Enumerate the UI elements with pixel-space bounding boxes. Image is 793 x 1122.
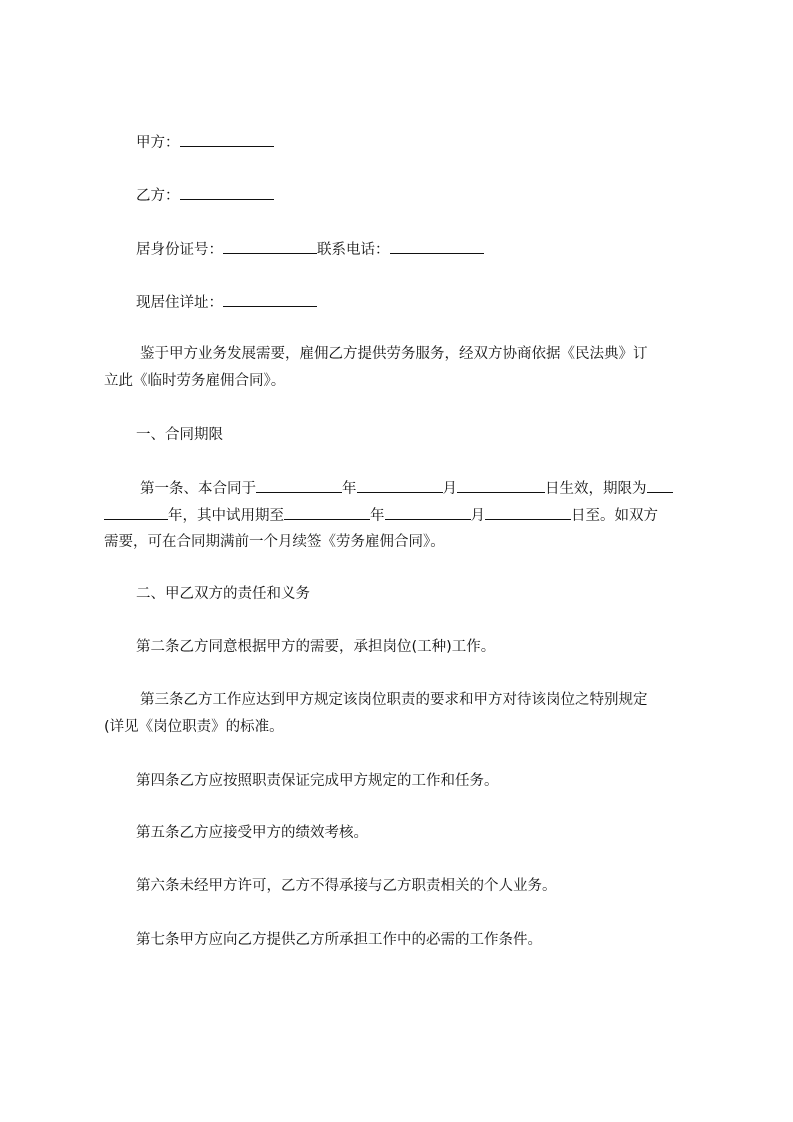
article-3-line-2: (详见《岗位职责》的标准。 [104, 719, 284, 735]
phone-label: 联系电话： [317, 242, 390, 258]
id-number-label: 居身份证号： [136, 242, 223, 258]
party-b-blank[interactable] [180, 185, 274, 200]
start-month-blank[interactable] [357, 478, 443, 493]
article-1-prefix: 第一条、本合同于 [140, 481, 256, 497]
trial-day-blank[interactable] [485, 505, 571, 520]
term-blank-end[interactable] [104, 505, 168, 520]
year-label: 年 [342, 481, 357, 497]
article-3-line-1: 第三条乙方工作应达到甲方规定该岗位职责的要求和甲方对待该岗位之特别规定 [140, 692, 648, 708]
party-a-blank[interactable] [180, 132, 274, 147]
party-b-label: 乙方： [136, 188, 180, 204]
year-trial-label: 年，其中试用期至 [168, 508, 284, 524]
preamble-line-2: 立此《临时劳务雇佣合同》。 [104, 373, 286, 389]
section-2-heading: 二、甲乙双方的责任和义务 [136, 586, 310, 602]
party-b-line [136, 185, 736, 206]
term-blank-start[interactable] [647, 478, 673, 493]
address-label: 现居住详址： [136, 295, 223, 311]
article-5: 第五条乙方应接受甲方的绩效考核。 [136, 825, 368, 841]
address-line [136, 292, 736, 313]
article-6: 第六条未经甲方许可，乙方不得承接与乙方职责相关的个人业务。 [136, 878, 557, 894]
article-1-line-1 [140, 478, 740, 499]
party-a-label: 甲方： [136, 135, 180, 151]
trial-year-blank[interactable] [284, 505, 370, 520]
article-4: 第四条乙方应按照职责保证完成甲方规定的工作和任务。 [136, 773, 499, 789]
start-day-blank[interactable] [457, 478, 545, 493]
party-a-line [136, 132, 736, 153]
trial-month-label: 月 [470, 508, 485, 524]
article-7: 第七条甲方应向乙方提供乙方所承担工作中的必需的工作条件。 [136, 932, 542, 948]
article-1-line-2 [104, 505, 704, 526]
day-end-label: 日至。如双方 [571, 508, 658, 524]
id-number-blank[interactable] [223, 239, 317, 254]
trial-year-label: 年 [370, 508, 385, 524]
address-blank[interactable] [223, 292, 317, 307]
article-1-line-3: 需要，可在合同期满前一个月续签《劳务雇佣合同》。 [104, 534, 445, 550]
section-1-heading: 一、合同期限 [136, 427, 223, 443]
start-year-blank[interactable] [256, 478, 342, 493]
effective-label: 日生效，期限为 [545, 481, 647, 497]
month-label: 月 [442, 481, 457, 497]
preamble-line-1: 鉴于甲方业务发展需要，雇佣乙方提供劳务服务，经双方协商依据《民法典》订 [140, 346, 648, 362]
id-phone-line [136, 239, 736, 260]
trial-month-blank[interactable] [385, 505, 471, 520]
article-2: 第二条乙方同意根据甲方的需要，承担岗位(工种)工作。 [136, 639, 496, 655]
phone-blank[interactable] [390, 239, 484, 254]
